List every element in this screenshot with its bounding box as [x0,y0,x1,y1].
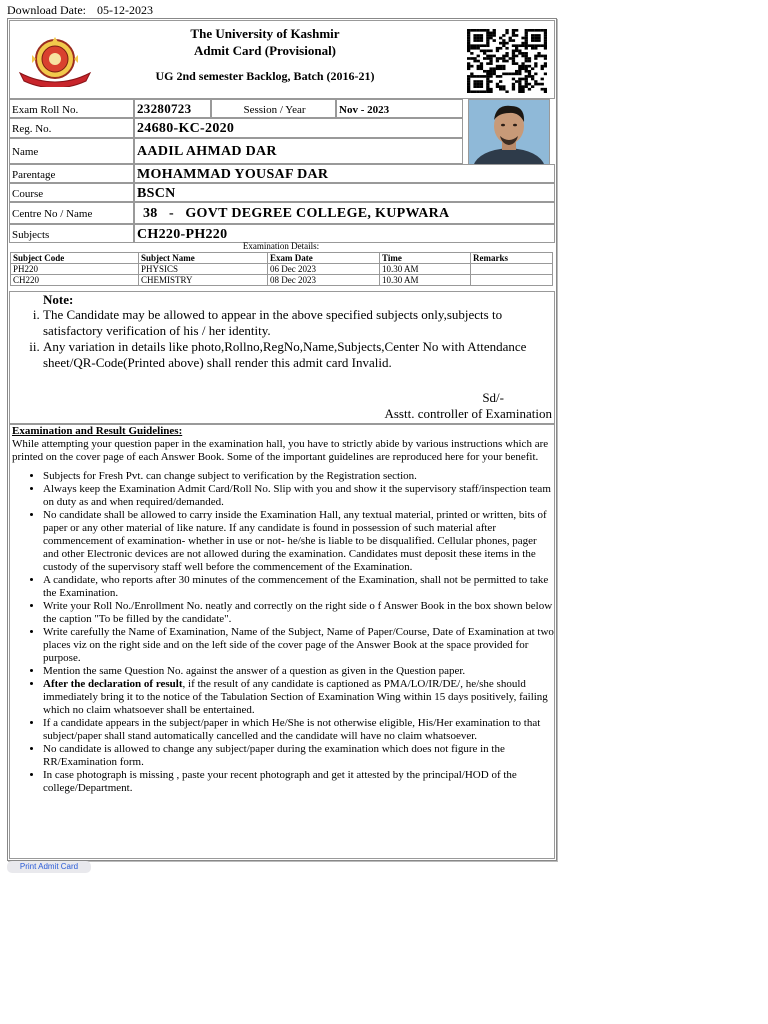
parentage-label: Parentage [12,169,56,181]
name-label: Name [12,146,39,158]
exam-roll-value-cell [134,99,211,118]
table-row [11,275,553,286]
candidate-photo [468,99,550,167]
exam-roll-value: 23280723 [137,101,192,116]
guidelines-list [10,470,554,795]
name-value: AADIL AHMAD DAR [137,144,277,159]
list-item: • After the declaration of result, if the result of any candidate is captioned as PMA/LO/IR/DE/, he/she should immediately bring it to the notice of the Tabulation Section of Examination Wing within 15 days positively, failing which no claim whatsoever shall be entertained. [43,678,554,717]
name-value-cell [134,138,463,164]
list-item: • In case photograph is missing , paste your recent photograph and get it attested by the principal/HOD of the college/Department. [43,769,554,795]
parentage-value-cell [134,164,555,183]
subjects-value: CH220-PH220 [137,227,228,242]
exam-col-code: Subject Code [11,253,139,264]
exam-cell-remarks [471,264,553,275]
controller-title: Asstt. controller of Examination [384,406,552,421]
centre-label: Centre No / Name [12,208,93,220]
course-value-cell [134,183,555,202]
semester-batch: UG 2nd semester Backlog, Batch (2016-21) [155,69,375,83]
download-date-label: Download Date: [7,3,86,17]
course-label-cell [9,183,134,202]
guidelines-section [9,424,555,859]
session-value-cell [336,99,463,118]
university-logo-icon [14,33,96,87]
exam-col-remarks: Remarks [471,253,553,264]
parentage-value: MOHAMMAD YOUSAF DAR [137,167,329,182]
centre-label-cell [9,202,134,224]
course-value: BSCN [137,186,176,201]
download-date-value: 05-12-2023 [96,3,153,17]
subjects-label: Subjects [12,229,50,241]
qr-code-icon [467,29,547,93]
note-list [10,307,549,371]
reg-value-cell [134,118,463,138]
print-admit-card-button[interactable]: Print Admit Card [7,861,91,873]
exam-roll-label: Exam Roll No. [12,104,79,116]
list-item: • Write your Roll No./Enrollment No. neatly and correctly on the right side o f Answer Book in the box shown below the caption "To be filled by the candidate". [43,600,554,626]
admit-card [7,18,557,861]
card-header [9,20,555,99]
note-title: Note: [43,292,74,307]
university-title [130,25,400,59]
download-date [7,3,153,18]
session-value: Nov - 2023 [339,104,390,116]
centre-value: 38 - GOVT DEGREE COLLEGE, KUPWARA [143,206,450,221]
admit-card-title: Admit Card (Provisional) [193,43,337,58]
session-label-cell [211,99,336,118]
session-label: Session / Year [243,104,306,116]
list-item: • Always keep the Examination Admit Card/Roll No. Slip with you and show it the supervisory staff/inspection team on duty as and when required/demanded. [43,483,554,509]
guidelines-title: Examination and Result Guidelines: [12,425,183,437]
reg-label: Reg. No. [12,123,52,135]
exam-col-date: Exam Date [268,253,380,264]
reg-label-cell [9,118,134,138]
exam-cell-code: CH220 [11,275,139,286]
parentage-label-cell [9,164,134,183]
table-row [11,264,553,275]
list-item: • Mention the same Question No. against the answer of a question as given in the Question paper. [43,665,554,678]
list-item: • No candidate is allowed to change any subject/paper during the examination which does not figure in the RR/Examination form. [43,743,554,769]
list-item: • A candidate, who reports after 30 minutes of the commencement of the Examination, shall not be permitted to take the Examination. [43,574,554,600]
exam-cell-code: PH220 [11,264,139,275]
signature-sd: Sd/- [482,390,504,405]
list-item: • If a candidate appears in the subject/paper in which He/She is not otherwise eligible, His/Her examination to that subject/paper shall stand automatically cancelled and the candidate will have no claim whatsoever. [43,717,554,743]
exam-cell-time: 10.30 AM [380,275,471,286]
name-label-cell [9,138,134,164]
exam-cell-name: CHEMISTRY [139,275,268,286]
note-item: ii. Any variation in details like photo,Rollno,RegNo,Name,Subjects,Center No with Attendance sheet/QR-Code(Printed above) shall render this admit card Invalid. [43,339,549,371]
exam-cell-time: 10.30 AM [380,264,471,275]
university-name: The University of Kashmir [190,26,340,41]
list-item: • Subjects for Fresh Pvt. can change subject to verification by the Registration section. [43,470,554,483]
exam-cell-date: 08 Dec 2023 [268,275,380,286]
exam-col-name: Subject Name [139,253,268,264]
exam-cell-name: PHYSICS [139,264,268,275]
exam-col-time: Time [380,253,471,264]
reg-value: 24680-KC-2020 [137,121,235,136]
candidate-photo-icon [469,100,549,166]
exam-table-header-row [11,253,553,264]
exam-cell-remarks [471,275,553,286]
centre-value-cell [134,202,555,224]
note-item: i. The Candidate may be allowed to appear in the above specified subjects only,subjects to satisfactory verification of his / her identity. [43,307,549,339]
exam-details-table [10,252,553,286]
course-label: Course [12,188,44,200]
list-item: • Write carefully the Name of Examination, Name of the Subject, Name of Paper/Course, Date of Examination at two places viz on the right side and on the left side of the cover page of the Answer Book at the space provided for purpose. [43,626,554,665]
note-section [9,291,555,424]
guidelines-intro: While attempting your question paper in the examination hall, you have to strictly abide by various instructions which are printed on the cover page of each Answer Book. Some of the important guidelines are reproduced here for your benefit. [12,438,549,463]
list-item: • No candidate shall be allowed to carry inside the Examination Hall, any textual material, printed or written, bits of paper or any other material of like nature. If any candidate is found in possession of such material after commencement of examination- whether in use or not- he/she is liable to be disqualified. Cellular phones, pager and other Electronic devices are not allowed during the examination. Candidates must deposit these items in the custody of the supervisory staff well before the commencement of the Examination. [43,509,554,574]
exam-roll-label-cell [9,99,134,118]
exam-cell-date: 06 Dec 2023 [268,264,380,275]
exam-details-title: Examination Details: [242,241,320,251]
